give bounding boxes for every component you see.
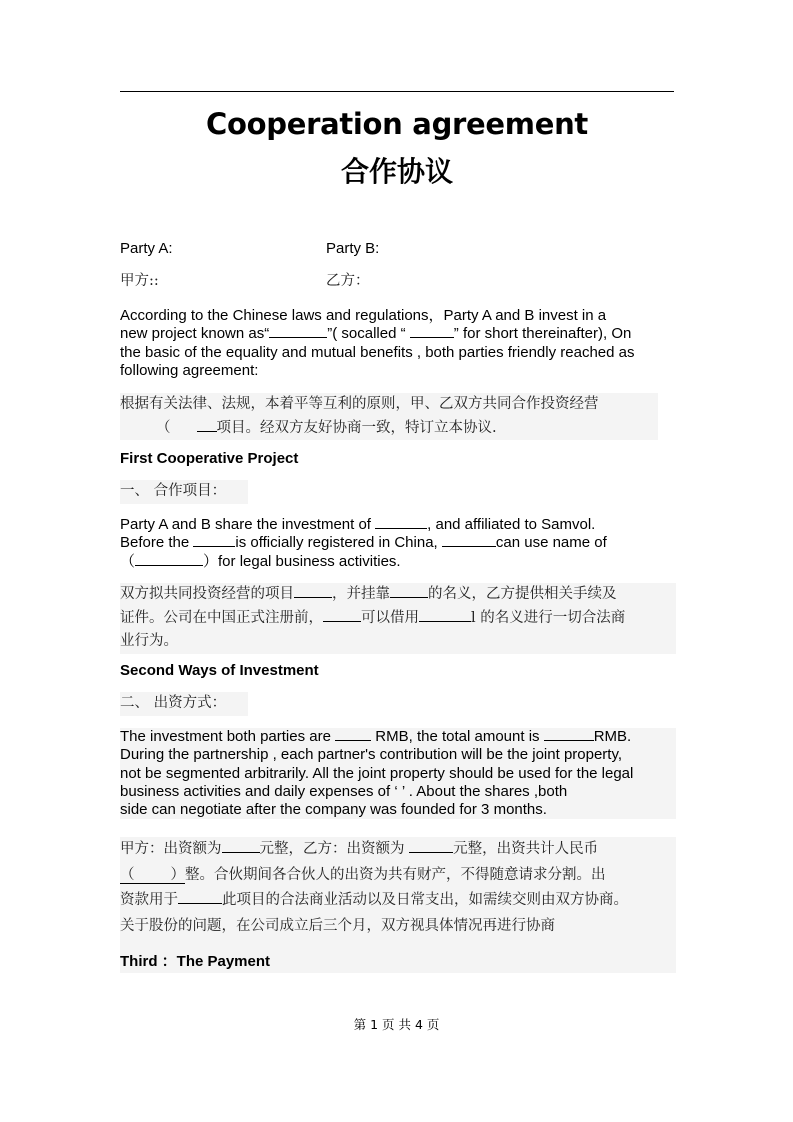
intro-en-line-3: the basic of the equality and mutual benefits , both parties friendly reached as <box>120 343 635 361</box>
sec2-cn-line-4: 关于股份的问题，在公司成立后三个月，双方视具体情况再进行协商 <box>120 917 555 934</box>
section-1-chinese <box>120 583 676 654</box>
text: （ <box>156 419 171 436</box>
text: , and affiliated to Samvol. <box>427 516 596 533</box>
company-blank <box>193 534 235 547</box>
text: 双方拟共同投资经营的项目 <box>120 586 294 602</box>
party-a-amount-blank <box>222 840 260 853</box>
party-blank <box>323 609 361 622</box>
party-b-label: Party B: <box>326 240 380 257</box>
sec2-en-line-5: side can negotiate after the company was founded for 3 months. <box>120 801 547 819</box>
sec2-cn-line-3 <box>120 888 676 914</box>
title-chinese: 合作协议 <box>340 155 453 188</box>
text: 项目。经双方友好协商一致，特订立本协议. <box>216 419 497 436</box>
section-2-chinese <box>120 837 676 973</box>
text: 元整，乙方：出资额为 <box>259 841 410 857</box>
text: 资款用于 <box>120 892 178 908</box>
project-blank <box>294 585 332 598</box>
text: ，并挂靠 <box>332 586 390 602</box>
text: 一、 合作项目： <box>120 483 227 499</box>
text: 可以借用 <box>361 609 419 626</box>
text: ）for legal business activities. <box>203 552 401 570</box>
text: 证件。公司在中国正式注册前， <box>120 609 323 626</box>
intro-en-line-2 <box>120 325 676 343</box>
sec1-en-line-1 <box>120 516 676 534</box>
text: ） <box>170 866 185 883</box>
sec2-en-line-2: During the partnership , each partner's contribution will be the joint property, <box>120 746 623 764</box>
section-3-heading: Third ：The Payment <box>120 953 271 970</box>
page-footer: 第 1 页 共 4 页 <box>353 1017 440 1032</box>
text: l 的名义进行一切合法商 <box>471 609 626 626</box>
sec2-en-line-3: not be segmented arbitrarily. All the joint property should be used for the legal <box>120 764 634 782</box>
text: RMB, the total amount is <box>371 728 544 745</box>
total-blank <box>544 728 594 741</box>
intro-en-line-1: According to the Chinese laws and regulations，Party A and B invest in a <box>120 307 607 324</box>
sec2-cn-line-1 <box>120 837 676 863</box>
party-blank <box>442 534 496 547</box>
sec2-en-line-4: business activities and daily expenses of ‘ ’ . About the shares ,both <box>120 782 568 800</box>
intro-chinese <box>120 393 658 440</box>
party-b-amount-blank <box>409 840 453 853</box>
short-name-blank <box>410 325 454 338</box>
section-1-heading-cn <box>120 480 248 504</box>
section-2-english <box>120 728 676 819</box>
sec2-cn-line-2 <box>120 863 676 889</box>
text: 二、 出资方式： <box>120 695 227 711</box>
project-name-blank <box>269 325 327 338</box>
usage-blank <box>178 891 222 904</box>
sec1-cn-line-1 <box>120 583 676 607</box>
text: 的名义，乙方提供相关手续及 <box>428 586 617 602</box>
text: RMB. <box>593 728 632 745</box>
text: （ <box>120 552 136 570</box>
investment-blank <box>375 516 427 529</box>
intro-english <box>120 307 676 380</box>
affiliate-blank <box>390 585 428 598</box>
section-2-heading: Second Ways of Investment <box>120 662 319 679</box>
text: 此项目的合法商业活动以及日常支出，如需续交则由双方协商。 <box>222 892 628 908</box>
title-english: Cooperation agreement <box>206 107 588 141</box>
name-blank <box>419 609 471 622</box>
text: Before the <box>120 534 194 552</box>
investment-blank <box>335 728 371 741</box>
sec1-en-line-3 <box>120 553 676 571</box>
section-1-english <box>120 516 676 571</box>
text: Party A and B share the investment of <box>120 516 376 533</box>
text: ”( socalled “ <box>327 325 410 343</box>
text: The investment both parties are <box>120 728 336 745</box>
text: （ <box>120 866 135 883</box>
party-a-label: Party A: <box>120 240 173 257</box>
text: 整。合伙期间各合伙人的出资为共有财产，不得随意请求分割。出 <box>185 866 606 883</box>
party-a-label-cn: 甲方:: <box>120 273 159 289</box>
section-2-heading-cn <box>120 692 248 716</box>
party-b-label-cn: 乙方： <box>326 273 370 289</box>
text: ” for short thereinafter), On <box>453 325 632 343</box>
text: can use name of <box>495 534 607 552</box>
intro-en-line-4: following agreement: <box>120 361 259 379</box>
sec2-en-line-1 <box>120 728 676 746</box>
text: is officially registered in China, <box>235 534 442 552</box>
sec1-cn-line-3: 业行为。 <box>120 633 178 649</box>
header-rule <box>120 91 674 92</box>
sec1-en-line-2 <box>120 534 676 552</box>
section-1-heading: First Cooperative Project <box>120 450 299 467</box>
sec1-cn-line-2 <box>120 607 676 631</box>
text: 甲方：出资额为 <box>120 841 222 857</box>
text: new project known as“ <box>120 325 270 343</box>
intro-cn-line-1: 根据有关法律、法规，本着平等互利的原则，甲、乙双方共同合作投资经营 <box>120 396 599 412</box>
intro-cn-line-2 <box>120 417 658 441</box>
name-blank <box>135 553 203 566</box>
project-blank <box>197 419 217 432</box>
text: 元整，出资共计人民币 <box>453 841 599 857</box>
